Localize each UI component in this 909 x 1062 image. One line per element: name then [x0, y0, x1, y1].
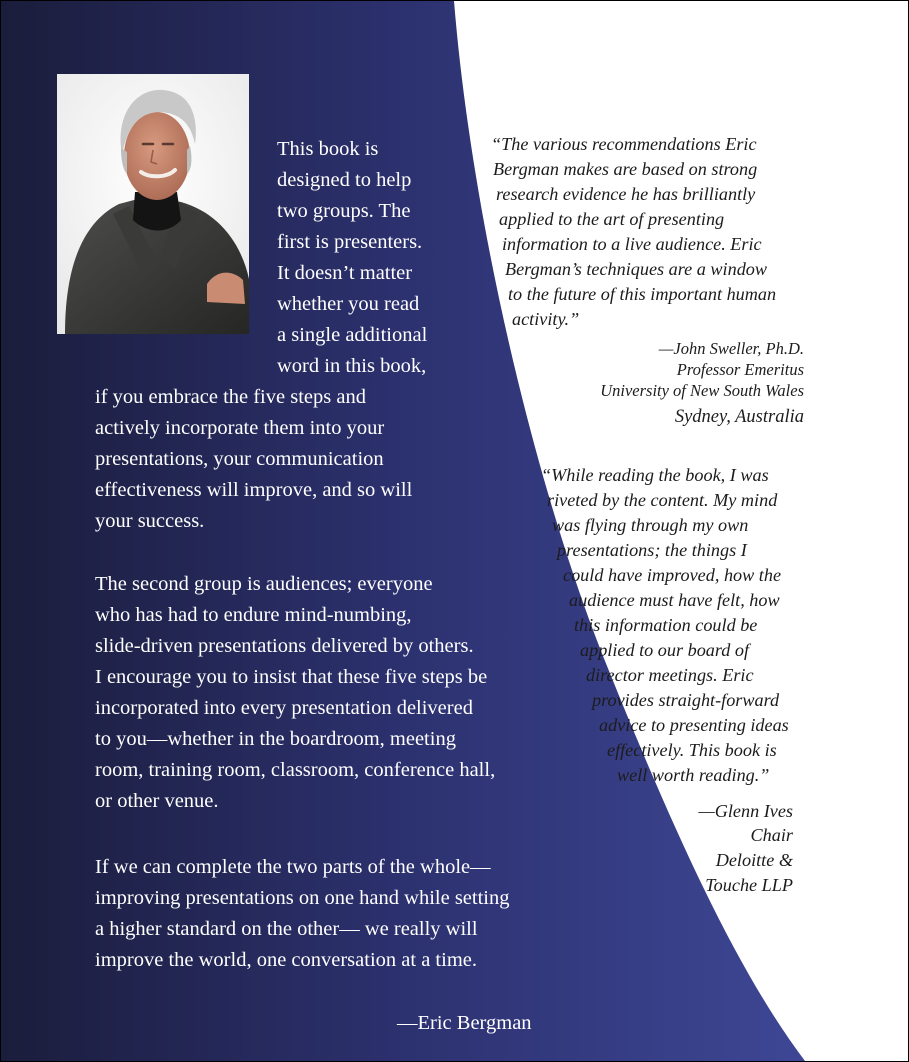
quote-line: Bergman’s techniques are a window: [505, 259, 768, 280]
quote-line: Bergman makes are based on strong: [493, 159, 758, 180]
quote-line: applied to our board of: [580, 640, 750, 661]
paragraph-line: The second group is audiences; everyone: [95, 572, 433, 595]
intro-line: two groups. The: [277, 199, 411, 222]
paragraph-line: to you—whether in the boardroom, meeting: [95, 727, 456, 750]
intro-line: presentations, your communication: [95, 447, 384, 470]
paragraph-line: improving presentations on one hand while setting: [95, 886, 510, 909]
attribution-line: Deloitte &: [715, 850, 793, 871]
attribution-line: —John Sweller, Ph.D.: [658, 338, 804, 358]
attribution-line: University of New South Wales: [600, 380, 804, 400]
quote-line: provides straight-forward: [592, 690, 780, 711]
attribution-line: —Glenn Ives: [698, 801, 793, 822]
intro-line: word in this book,: [277, 354, 427, 377]
paragraph-line: a higher standard on the other— we really will: [95, 917, 478, 940]
quote-line: well worth reading.”: [617, 765, 770, 786]
paragraph-line: or other venue.: [95, 789, 219, 812]
intro-line: This book is: [277, 137, 379, 160]
intro-line: actively incorporate them into your: [95, 416, 385, 439]
quote-line: applied to the art of presenting: [499, 209, 725, 230]
paragraph-line: If we can complete the two parts of the whole—: [95, 855, 491, 878]
paragraph-line: slide-driven presentations delivered by others.: [95, 634, 474, 657]
intro-line: first is presenters.: [277, 230, 423, 253]
quote-line: effectively. This book is: [607, 740, 777, 761]
quote-line: audience must have felt, how: [569, 590, 780, 611]
quote-line: presentations; the things I: [557, 540, 747, 561]
quote-line: director meetings. Eric: [586, 665, 754, 686]
intro-line: a single additional: [277, 323, 428, 346]
quote-line: riveted by the content. My mind: [547, 490, 778, 511]
quote-line: research evidence he has brilliantly: [496, 184, 756, 205]
intro-line: It doesn’t matter: [277, 261, 413, 284]
attribution-line: Chair: [750, 825, 793, 846]
quote-line: activity.”: [512, 309, 580, 330]
paragraph-line: incorporated into every presentation delivered: [95, 696, 473, 719]
quote-line: was flying through my own: [552, 515, 749, 536]
quote-line: “While reading the book, I was: [541, 465, 769, 486]
paragraph-line: improve the world, one conversation at a time.: [95, 948, 477, 971]
intro-line: designed to help: [277, 168, 412, 191]
author-photo: [57, 74, 249, 334]
attribution-line: Sydney, Australia: [674, 406, 804, 427]
paragraph-line: room, training room, classroom, conference hall,: [95, 758, 496, 781]
attribution-line: Professor Emeritus: [676, 359, 804, 379]
quote-line: advice to presenting ideas: [599, 715, 789, 736]
quote-line: information to a live audience. Eric: [502, 234, 762, 255]
paragraph-line: I encourage you to insist that these five steps be: [95, 665, 488, 688]
attribution-line: Touche LLP: [705, 875, 793, 896]
intro-line: effectiveness will improve, and so will: [95, 478, 413, 501]
quote-line: “The various recommendations Eric: [491, 134, 757, 155]
quote-line: this information could be: [574, 615, 758, 636]
intro-line: if you embrace the five steps and: [95, 385, 366, 408]
author-signature: —Eric Bergman: [397, 1011, 532, 1034]
intro-line: your success.: [95, 509, 205, 532]
paragraph-line: who has had to endure mind-numbing,: [95, 603, 412, 626]
quote-line: could have improved, how the: [563, 565, 782, 586]
quote-line: to the future of this important human: [508, 284, 777, 305]
intro-line: whether you read: [277, 292, 420, 315]
